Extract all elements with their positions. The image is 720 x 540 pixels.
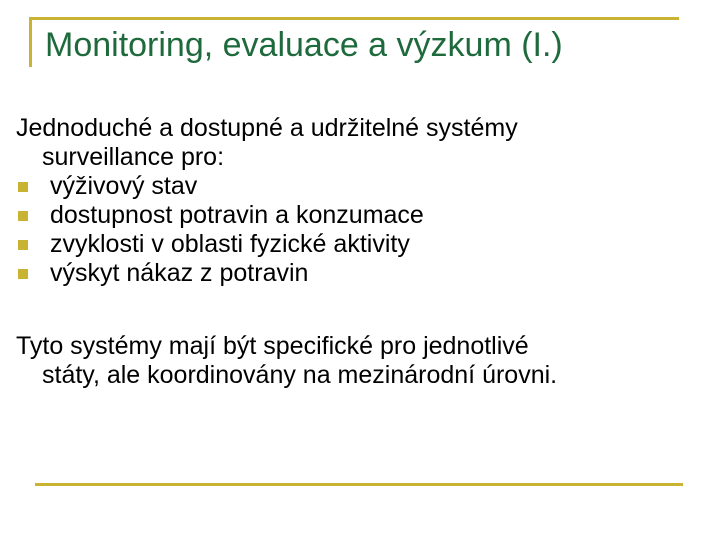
list-item <box>16 201 706 230</box>
square-bullet-icon <box>18 182 28 192</box>
list-item <box>16 259 706 288</box>
bullet-text: výživový stav <box>50 172 198 200</box>
closing-line-2: státy, ale koordinovány na mezinárodní úrovni. <box>42 361 558 389</box>
slide-body <box>16 114 706 390</box>
list-item <box>16 230 706 259</box>
square-bullet-icon <box>18 240 28 250</box>
list-item <box>16 172 706 201</box>
square-bullet-icon <box>18 211 28 221</box>
square-bullet-icon <box>18 269 28 279</box>
bullet-list <box>16 172 706 288</box>
bullet-text: výskyt nákaz z potravin <box>50 259 309 287</box>
slide-title: Monitoring, evaluace a výzkum (I.) <box>45 26 563 64</box>
bottom-rule-line <box>35 483 683 486</box>
intro-line-1: Jednoduché a dostupné a udržitelné systémy <box>16 114 518 142</box>
bullet-text: zvyklosti v oblasti fyzické aktivity <box>50 230 410 258</box>
bullet-text: dostupnost potravin a konzumace <box>50 201 424 229</box>
title-frame-top-line <box>29 17 679 20</box>
title-frame-left-line <box>29 17 32 67</box>
paragraph-spacer <box>16 288 706 332</box>
closing-line-1: Tyto systémy mají být specifické pro jednotlivé <box>16 332 529 360</box>
intro-line-2: surveillance pro: <box>42 143 225 171</box>
